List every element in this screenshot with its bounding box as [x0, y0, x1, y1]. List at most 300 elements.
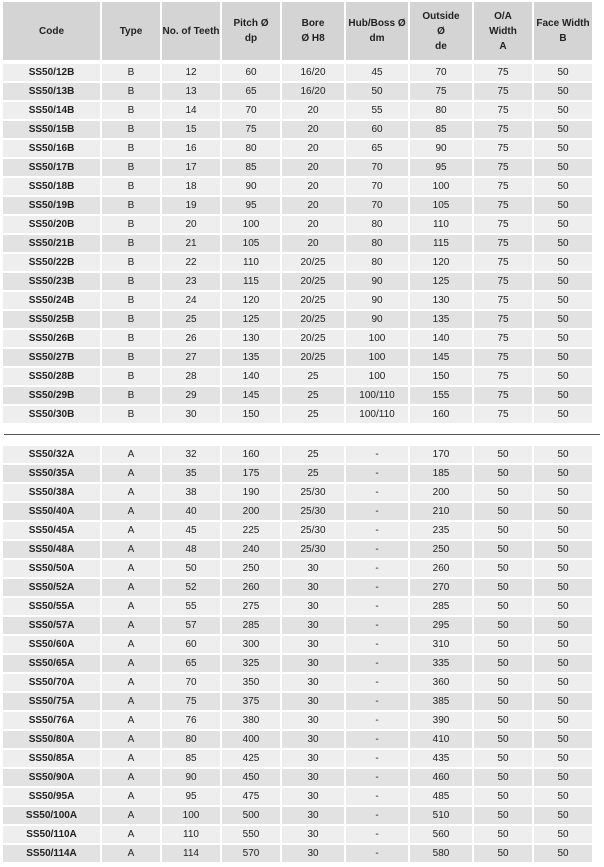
- table-cell: 50: [534, 845, 592, 862]
- table-cell: 75: [474, 140, 532, 157]
- table-cell: 550: [222, 826, 280, 843]
- product-code-cell: SS50/24B: [3, 292, 100, 309]
- product-code-cell: SS50/38A: [3, 484, 100, 501]
- table-cell: B: [102, 406, 160, 423]
- table-cell: 475: [222, 788, 280, 805]
- table-row: [3, 311, 592, 328]
- table-cell: 30: [282, 579, 344, 596]
- table-cell: 75: [222, 121, 280, 138]
- table-cell: 75: [474, 178, 532, 195]
- type-a-table: [1, 444, 594, 864]
- table-cell: 425: [222, 750, 280, 767]
- table-cell: 50: [474, 484, 532, 501]
- product-code-cell: SS50/17B: [3, 159, 100, 176]
- product-code-cell: SS50/40A: [3, 503, 100, 520]
- table-cell: 21: [162, 235, 220, 252]
- table-cell: 100/110: [346, 406, 408, 423]
- table-cell: 50: [474, 503, 532, 520]
- table-cell: 385: [410, 693, 472, 710]
- table-cell: -: [346, 465, 408, 482]
- table-cell: 100/110: [346, 387, 408, 404]
- table-cell: B: [102, 121, 160, 138]
- table-cell: 500: [222, 807, 280, 824]
- table-cell: 50: [534, 311, 592, 328]
- table-row: [3, 140, 592, 157]
- table-cell: 60: [222, 64, 280, 81]
- type-a-rows: [3, 446, 592, 862]
- table-cell: 50: [534, 750, 592, 767]
- table-row: [3, 579, 592, 596]
- table-cell: 13: [162, 83, 220, 100]
- table-cell: A: [102, 845, 160, 862]
- table-cell: 50: [534, 159, 592, 176]
- table-cell: 50: [534, 349, 592, 366]
- table-cell: 50: [474, 465, 532, 482]
- table-cell: 160: [410, 406, 472, 423]
- table-row: [3, 598, 592, 615]
- table-cell: 50: [534, 446, 592, 463]
- table-cell: 50: [474, 693, 532, 710]
- table-cell: 435: [410, 750, 472, 767]
- product-code-cell: SS50/15B: [3, 121, 100, 138]
- table-cell: 75: [474, 292, 532, 309]
- table-cell: 30: [282, 617, 344, 634]
- product-code-cell: SS50/35A: [3, 465, 100, 482]
- table-cell: A: [102, 769, 160, 786]
- table-cell: A: [102, 446, 160, 463]
- table-cell: 390: [410, 712, 472, 729]
- table-cell: 50: [534, 712, 592, 729]
- table-cell: 30: [282, 845, 344, 862]
- table-cell: 80: [346, 235, 408, 252]
- table-cell: 30: [162, 406, 220, 423]
- table-cell: 75: [474, 121, 532, 138]
- product-code-cell: SS50/29B: [3, 387, 100, 404]
- table-cell: 95: [410, 159, 472, 176]
- type-b-table: [1, 62, 594, 425]
- table-cell: A: [102, 560, 160, 577]
- table-cell: 75: [474, 235, 532, 252]
- table-cell: B: [102, 83, 160, 100]
- table-cell: 380: [222, 712, 280, 729]
- product-code-cell: SS50/12B: [3, 64, 100, 81]
- table-cell: 150: [222, 406, 280, 423]
- product-code-cell: SS50/95A: [3, 788, 100, 805]
- table-cell: 16/20: [282, 64, 344, 81]
- table-cell: 580: [410, 845, 472, 862]
- column-header-line: B: [559, 33, 567, 44]
- product-code-cell: SS50/60A: [3, 636, 100, 653]
- table-row: [3, 64, 592, 81]
- table-cell: 20: [282, 235, 344, 252]
- table-cell: 20: [282, 216, 344, 233]
- group-divider: [4, 434, 600, 435]
- table-cell: 50: [534, 330, 592, 347]
- product-code-cell: SS50/30B: [3, 406, 100, 423]
- table-cell: 120: [222, 292, 280, 309]
- table-cell: A: [102, 807, 160, 824]
- table-cell: A: [102, 636, 160, 653]
- product-code-cell: SS50/23B: [3, 273, 100, 290]
- table-cell: A: [102, 541, 160, 558]
- table-row: [3, 541, 592, 558]
- table-cell: -: [346, 503, 408, 520]
- product-code-cell: SS50/16B: [3, 140, 100, 157]
- table-cell: A: [102, 731, 160, 748]
- table-cell: 60: [346, 121, 408, 138]
- table-cell: 410: [410, 731, 472, 748]
- table-cell: 50: [534, 387, 592, 404]
- table-cell: 145: [410, 349, 472, 366]
- header-table: [1, 0, 594, 62]
- table-cell: 25: [282, 446, 344, 463]
- table-cell: 50: [474, 617, 532, 634]
- table-cell: 110: [222, 254, 280, 271]
- table-cell: -: [346, 826, 408, 843]
- table-cell: A: [102, 484, 160, 501]
- product-code-cell: SS50/65A: [3, 655, 100, 672]
- table-cell: B: [102, 102, 160, 119]
- table-cell: B: [102, 330, 160, 347]
- table-cell: 95: [162, 788, 220, 805]
- product-code-cell: SS50/32A: [3, 446, 100, 463]
- table-cell: 50: [534, 541, 592, 558]
- product-code-cell: SS50/18B: [3, 178, 100, 195]
- table-cell: 20: [282, 102, 344, 119]
- table-cell: 30: [282, 731, 344, 748]
- table-cell: 460: [410, 769, 472, 786]
- table-cell: 50: [534, 465, 592, 482]
- table-cell: 260: [410, 560, 472, 577]
- table-cell: 50: [474, 712, 532, 729]
- table-cell: 75: [474, 406, 532, 423]
- table-cell: 19: [162, 197, 220, 214]
- table-cell: -: [346, 674, 408, 691]
- table-row: [3, 845, 592, 862]
- table-row: [3, 769, 592, 786]
- table-cell: 140: [410, 330, 472, 347]
- table-cell: 30: [282, 712, 344, 729]
- table-cell: A: [102, 655, 160, 672]
- product-code-cell: SS50/100A: [3, 807, 100, 824]
- table-cell: B: [102, 387, 160, 404]
- product-code-cell: SS50/52A: [3, 579, 100, 596]
- table-row: [3, 750, 592, 767]
- table-cell: 50: [534, 273, 592, 290]
- table-cell: 25: [282, 387, 344, 404]
- table-cell: 55: [162, 598, 220, 615]
- table-cell: 50: [534, 636, 592, 653]
- table-cell: 50: [474, 674, 532, 691]
- table-cell: 20: [162, 216, 220, 233]
- column-header: [346, 2, 408, 60]
- table-row: [3, 522, 592, 539]
- table-cell: 50: [474, 579, 532, 596]
- table-cell: 75: [474, 273, 532, 290]
- table-cell: 70: [410, 64, 472, 81]
- table-row: [3, 368, 592, 385]
- table-cell: 360: [410, 674, 472, 691]
- table-cell: 250: [222, 560, 280, 577]
- table-cell: 50: [534, 368, 592, 385]
- table-cell: 70: [346, 159, 408, 176]
- table-cell: B: [102, 235, 160, 252]
- product-code-cell: SS50/25B: [3, 311, 100, 328]
- table-cell: 18: [162, 178, 220, 195]
- table-cell: 50: [534, 693, 592, 710]
- header-row: [3, 2, 592, 60]
- table-cell: 20: [282, 159, 344, 176]
- table-cell: 90: [346, 292, 408, 309]
- table-cell: 80: [346, 216, 408, 233]
- table-row: [3, 674, 592, 691]
- column-header-line: O/A: [494, 10, 512, 22]
- table-cell: 80: [222, 140, 280, 157]
- table-cell: 50: [534, 121, 592, 138]
- table-cell: 85: [162, 750, 220, 767]
- table-cell: 50: [534, 140, 592, 157]
- table-cell: 50: [534, 292, 592, 309]
- table-cell: 24: [162, 292, 220, 309]
- table-cell: A: [102, 579, 160, 596]
- table-cell: 250: [410, 541, 472, 558]
- table-row: [3, 121, 592, 138]
- table-cell: 30: [282, 788, 344, 805]
- table-cell: A: [102, 826, 160, 843]
- table-row: [3, 235, 592, 252]
- table-cell: -: [346, 731, 408, 748]
- table-cell: 25: [282, 406, 344, 423]
- table-row: [3, 484, 592, 501]
- table-cell: 100: [162, 807, 220, 824]
- table-cell: 90: [222, 178, 280, 195]
- table-cell: 100: [346, 368, 408, 385]
- table-cell: 30: [282, 769, 344, 786]
- table-cell: 80: [346, 254, 408, 271]
- table-cell: 175: [222, 465, 280, 482]
- table-cell: 105: [410, 197, 472, 214]
- table-cell: 50: [474, 598, 532, 615]
- table-cell: B: [102, 273, 160, 290]
- column-header-line: dm: [369, 33, 385, 44]
- table-cell: 75: [474, 197, 532, 214]
- column-header: [410, 2, 472, 60]
- table-cell: 120: [410, 254, 472, 271]
- table-cell: 350: [222, 674, 280, 691]
- table-cell: 40: [162, 503, 220, 520]
- table-cell: A: [102, 503, 160, 520]
- table-cell: 76: [162, 712, 220, 729]
- table-cell: 23: [162, 273, 220, 290]
- table-cell: A: [102, 674, 160, 691]
- table-cell: 12: [162, 64, 220, 81]
- table-cell: 90: [162, 769, 220, 786]
- product-code-cell: SS50/80A: [3, 731, 100, 748]
- table-cell: 27: [162, 349, 220, 366]
- product-code-cell: SS50/110A: [3, 826, 100, 843]
- table-cell: -: [346, 617, 408, 634]
- table-cell: 30: [282, 807, 344, 824]
- column-header-line: Pitch Ø: [233, 18, 269, 29]
- column-header: [222, 2, 280, 60]
- table-cell: 15: [162, 121, 220, 138]
- table-cell: 20/25: [282, 311, 344, 328]
- column-header: [534, 2, 592, 60]
- table-cell: 75: [474, 83, 532, 100]
- table-cell: A: [102, 712, 160, 729]
- table-row: [3, 102, 592, 119]
- product-code-cell: SS50/50A: [3, 560, 100, 577]
- table-row: [3, 826, 592, 843]
- column-header-line: A: [499, 40, 507, 52]
- column-header-line: Width: [489, 25, 517, 37]
- table-cell: 70: [346, 197, 408, 214]
- table-cell: -: [346, 484, 408, 501]
- table-cell: 100: [346, 330, 408, 347]
- column-header-line: Code: [39, 25, 64, 37]
- table-cell: A: [102, 750, 160, 767]
- table-cell: 70: [222, 102, 280, 119]
- table-cell: 50: [534, 579, 592, 596]
- table-cell: 16: [162, 140, 220, 157]
- table-cell: 210: [410, 503, 472, 520]
- product-code-cell: SS50/21B: [3, 235, 100, 252]
- table-cell: -: [346, 807, 408, 824]
- table-cell: 25: [282, 368, 344, 385]
- table-cell: 275: [222, 598, 280, 615]
- table-cell: 50: [474, 826, 532, 843]
- table-cell: 485: [410, 788, 472, 805]
- table-row: [3, 406, 592, 423]
- table-cell: 90: [410, 140, 472, 157]
- table-row: [3, 446, 592, 463]
- table-row: [3, 330, 592, 347]
- table-row: [3, 387, 592, 404]
- table-cell: 20: [282, 178, 344, 195]
- table-cell: -: [346, 769, 408, 786]
- table-cell: B: [102, 197, 160, 214]
- table-cell: 50: [474, 845, 532, 862]
- table-cell: A: [102, 522, 160, 539]
- table-cell: 60: [162, 636, 220, 653]
- table-row: [3, 617, 592, 634]
- column-header-line: Ø: [437, 25, 445, 37]
- table-cell: 80: [162, 731, 220, 748]
- table-cell: 115: [410, 235, 472, 252]
- table-cell: 300: [222, 636, 280, 653]
- table-cell: 55: [346, 102, 408, 119]
- product-code-cell: SS50/76A: [3, 712, 100, 729]
- table-cell: -: [346, 750, 408, 767]
- table-cell: 20/25: [282, 349, 344, 366]
- table-cell: 310: [410, 636, 472, 653]
- product-code-cell: SS50/114A: [3, 845, 100, 862]
- column-header-line: No. of Teeth: [162, 25, 220, 37]
- product-code-cell: SS50/45A: [3, 522, 100, 539]
- table-cell: 130: [222, 330, 280, 347]
- table-row: [3, 83, 592, 100]
- table-cell: 20/25: [282, 330, 344, 347]
- table-cell: -: [346, 693, 408, 710]
- table-cell: 48: [162, 541, 220, 558]
- table-cell: 75: [474, 216, 532, 233]
- table-cell: 285: [410, 598, 472, 615]
- product-code-cell: SS50/14B: [3, 102, 100, 119]
- table-cell: 50: [534, 178, 592, 195]
- column-header-line: Hub/Boss Ø: [348, 18, 406, 29]
- table-cell: 65: [222, 83, 280, 100]
- table-cell: B: [102, 368, 160, 385]
- table-row: [3, 788, 592, 805]
- table-cell: 50: [534, 826, 592, 843]
- table-cell: 50: [474, 655, 532, 672]
- table-row: [3, 712, 592, 729]
- product-code-cell: SS50/48A: [3, 541, 100, 558]
- table-cell: 26: [162, 330, 220, 347]
- product-code-cell: SS50/22B: [3, 254, 100, 271]
- column-header-line: Ø H8: [301, 33, 325, 44]
- table-cell: 145: [222, 387, 280, 404]
- table-cell: 155: [410, 387, 472, 404]
- table-cell: 115: [222, 273, 280, 290]
- table-cell: 50: [162, 560, 220, 577]
- table-cell: -: [346, 541, 408, 558]
- column-header-line: Type: [119, 25, 143, 37]
- table-cell: 285: [222, 617, 280, 634]
- table-cell: 190: [222, 484, 280, 501]
- table-cell: 70: [346, 178, 408, 195]
- table-row: [3, 465, 592, 482]
- table-cell: B: [102, 140, 160, 157]
- table-cell: 75: [474, 254, 532, 271]
- table-cell: A: [102, 617, 160, 634]
- table-cell: 240: [222, 541, 280, 558]
- table-cell: 50: [534, 731, 592, 748]
- table-cell: 110: [162, 826, 220, 843]
- table-cell: 20: [282, 140, 344, 157]
- table-cell: 260: [222, 579, 280, 596]
- table-cell: 30: [282, 655, 344, 672]
- table-cell: 90: [346, 273, 408, 290]
- table-cell: 50: [534, 769, 592, 786]
- table-cell: 50: [534, 102, 592, 119]
- table-cell: 25/30: [282, 484, 344, 501]
- table-cell: 50: [534, 406, 592, 423]
- table-row: [3, 273, 592, 290]
- table-cell: 510: [410, 807, 472, 824]
- table-cell: 75: [474, 349, 532, 366]
- table-cell: 30: [282, 598, 344, 615]
- table-cell: 75: [474, 159, 532, 176]
- table-cell: 50: [534, 235, 592, 252]
- product-code-cell: SS50/70A: [3, 674, 100, 691]
- table-cell: 50: [534, 522, 592, 539]
- table-cell: 32: [162, 446, 220, 463]
- table-cell: 235: [410, 522, 472, 539]
- table-cell: 125: [222, 311, 280, 328]
- table-cell: 16/20: [282, 83, 344, 100]
- type-b-rows: [3, 64, 592, 423]
- column-header-line: dp: [244, 33, 258, 44]
- table-cell: 100: [346, 349, 408, 366]
- table-cell: 28: [162, 368, 220, 385]
- table-cell: -: [346, 560, 408, 577]
- table-cell: 50: [534, 807, 592, 824]
- table-cell: A: [102, 788, 160, 805]
- table-row: [3, 159, 592, 176]
- table-cell: 100: [222, 216, 280, 233]
- table-cell: -: [346, 579, 408, 596]
